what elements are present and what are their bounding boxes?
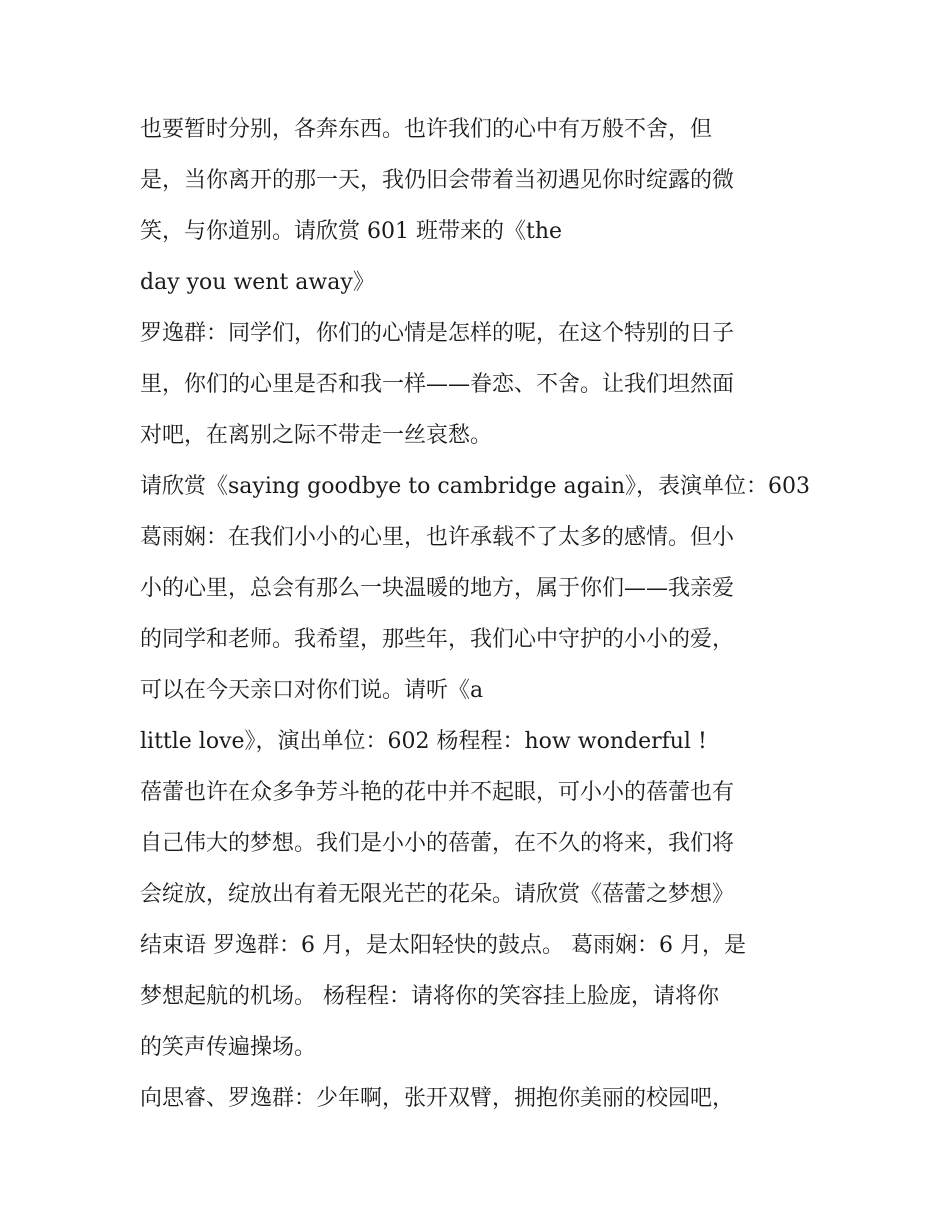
text-line: 梦想起航的机场。 杨程程：请将你的笑容挂上脸庞，请将你	[140, 984, 719, 1009]
text-line: 葛雨娴：在我们小小的心里，也许承载不了太多的感情。但小	[140, 525, 735, 550]
text-line: 请欣赏《saying goodbye to cambridge again》，表演单位：603	[140, 474, 811, 499]
text-line: 的同学和老师。我希望，那些年，我们心中守护的小小的爱，	[140, 627, 735, 652]
text-line: 是，当你离开的那一天，我仍旧会带着当初遇见你时绽露的微	[140, 168, 735, 193]
text-line: 里，你们的心里是否和我一样——眷恋、不舍。让我们坦然面	[140, 372, 735, 397]
text-line: 的笑声传遍操场。	[140, 1035, 317, 1060]
text-line: 会绽放，绽放出有着无限光芒的花朵。请欣赏《蓓蕾之梦想》	[140, 882, 735, 907]
text-line: 小的心里，总会有那么一块温暖的地方，属于你们——我亲爱	[140, 576, 735, 601]
text-line: 向思睿、罗逸群：少年啊，张开双臂，拥抱你美丽的校园吧，	[140, 1086, 735, 1111]
text-line: day you went away》	[140, 270, 375, 295]
text-line: 自己伟大的梦想。我们是小小的蓓蕾，在不久的将来，我们将	[140, 831, 735, 856]
text-line: little love》，演出单位：602 杨程程：how wonderful !	[140, 729, 707, 754]
text-line: 对吧，在离别之际不带走一丝哀愁。	[140, 423, 493, 448]
text-line: 蓓蕾也许在众多争芳斗艳的花中并不起眼，可小小的蓓蕾也有	[140, 780, 735, 805]
text-line: 可以在今天亲口对你们说。请听《a	[140, 678, 484, 703]
document-body	[140, 104, 820, 1124]
text-line: 笑，与你道别。请欣赏 601 班带来的《the	[140, 219, 563, 244]
text-line: 结束语 罗逸群：6 月，是太阳轻快的鼓点。 葛雨娴：6 月，是	[140, 933, 746, 958]
text-line: 罗逸群：同学们，你们的心情是怎样的呢，在这个特别的日子	[140, 321, 735, 346]
text-line: 也要暂时分别，各奔东西。也许我们的心中有万般不舍，但	[140, 117, 713, 142]
